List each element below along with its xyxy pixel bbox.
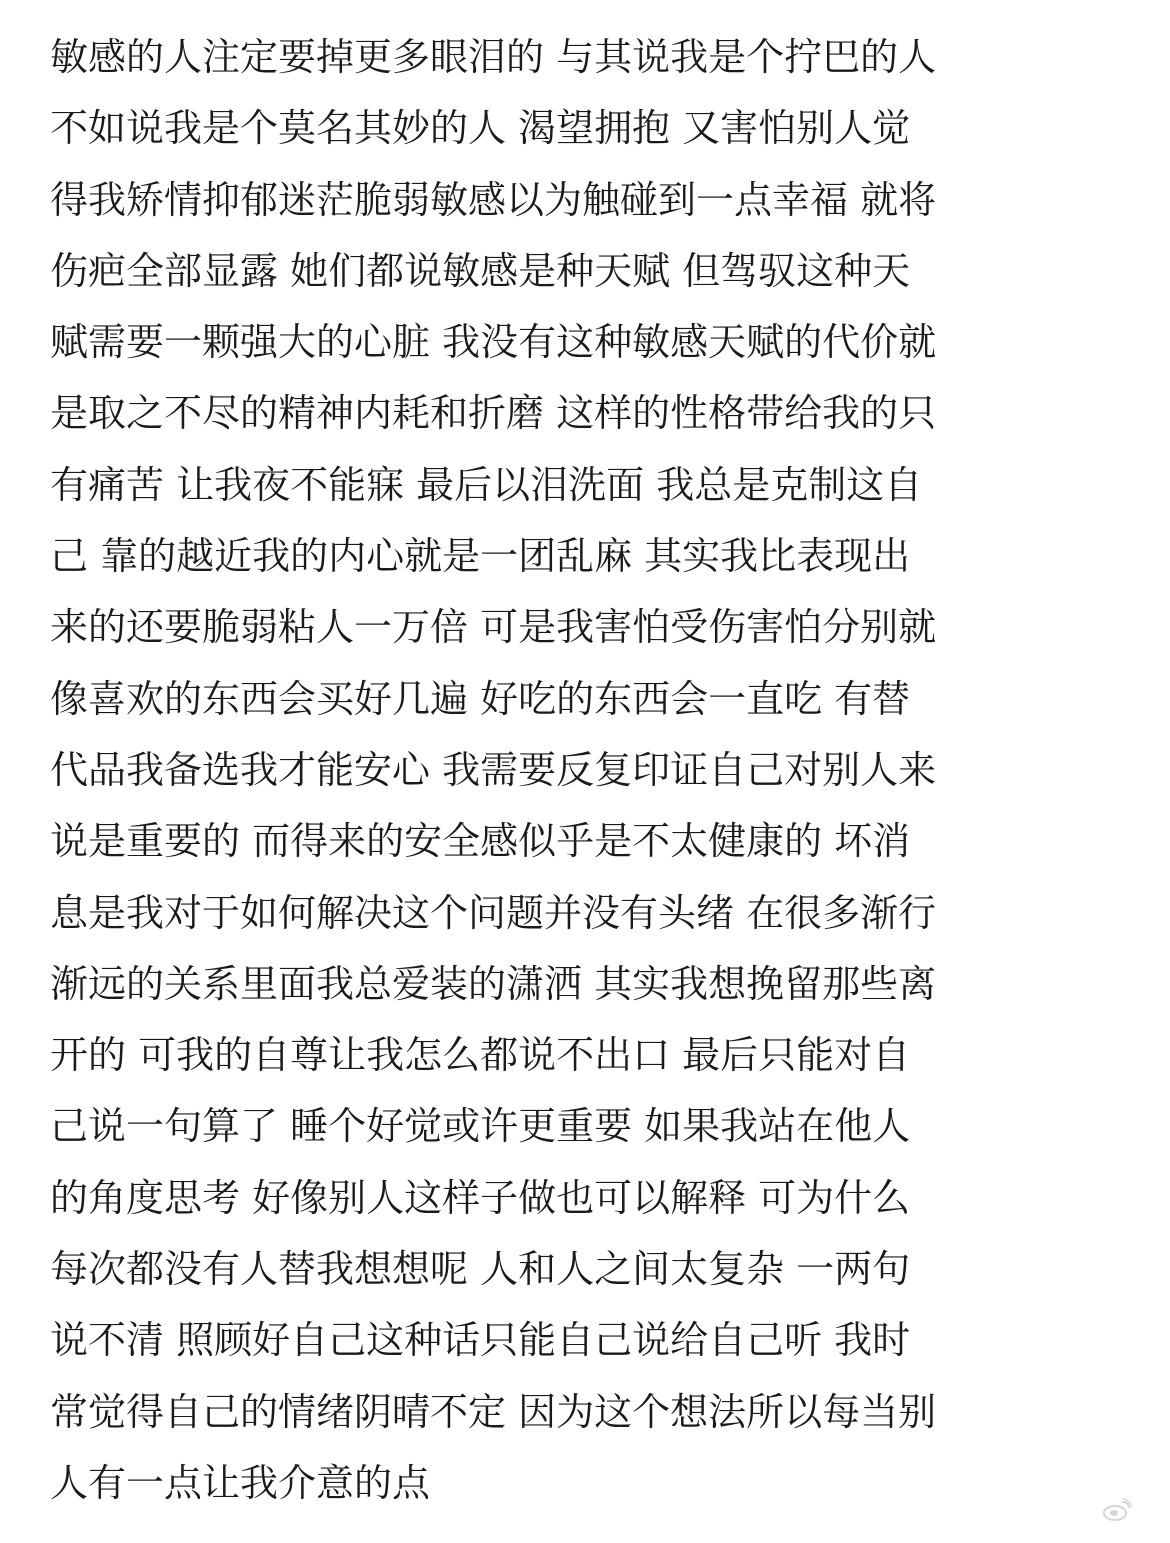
post-text-line: 有痛苦 让我夜不能寐 最后以泪洗面 我总是克制这自 bbox=[50, 462, 923, 507]
post-text-line: 是取之不尽的精神内耗和折磨 这样的性格带给我的只 bbox=[50, 391, 937, 436]
post-text-line: 敏感的人注定要掉更多眼泪的 与其说我是个拧巴的人 bbox=[50, 35, 937, 79]
post-text-line: 赋需要一颗强大的心脏 我没有这种敏感天赋的代价就 bbox=[50, 320, 937, 365]
post-text-line: 息是我对于如何解决这个问题并没有头绪 在很多渐行 bbox=[50, 890, 937, 935]
post-text-line: 来的还要脆弱粘人一万倍 可是我害怕受伤害怕分别就 bbox=[50, 605, 937, 650]
post-text-line: 伤疤全部显露 她们都说敏感是种天赋 但驾驭这种天 bbox=[50, 248, 911, 293]
post-text-line: 得我矫情抑郁迷茫脆弱敏感以为触碰到一点幸福 就将 bbox=[50, 177, 937, 222]
post-text-line: 像喜欢的东西会买好几遍 好吃的东西会一直吃 有替 bbox=[50, 676, 911, 721]
post-text-line: 渐远的关系里面我总爱装的潇洒 其实我想挽留那些离 bbox=[50, 961, 937, 1006]
post-text-line: 说不清 照顾好自己这种话只能自己说给自己听 我时 bbox=[50, 1318, 911, 1363]
post-text-line: 人有一点让我介意的点 bbox=[50, 1460, 431, 1505]
post-text-line: 代品我备选我才能安心 我需要反复印证自己对别人来 bbox=[50, 747, 937, 792]
post-text-line: 己 靠的越近我的内心就是一团乱麻 其实我比表现出 bbox=[50, 534, 911, 579]
post-text-line: 常觉得自己的情绪阴晴不定 因为这个想法所以每当别 bbox=[50, 1389, 937, 1434]
post-text-line: 己说一句算了 睡个好觉或许更重要 如果我站在他人 bbox=[50, 1104, 911, 1149]
post-text-line: 不如说我是个莫名其妙的人 渴望拥抱 又害怕别人觉 bbox=[50, 106, 911, 151]
post-text-line: 每次都没有人替我想想呢 人和人之间太复杂 一两句 bbox=[50, 1247, 911, 1292]
post-text-line: 的角度思考 好像别人这样子做也可以解释 可为什么 bbox=[50, 1175, 911, 1220]
post-text-line: 说是重要的 而得来的安全感似乎是不太健康的 坏消 bbox=[50, 819, 911, 864]
post-text-line: 开的 可我的自尊让我怎么都说不出口 最后只能对自 bbox=[50, 1033, 911, 1078]
weibo-logo-icon bbox=[1102, 1498, 1132, 1522]
post-text bbox=[50, 22, 1130, 1519]
weibo-watermark bbox=[1102, 1495, 1142, 1525]
